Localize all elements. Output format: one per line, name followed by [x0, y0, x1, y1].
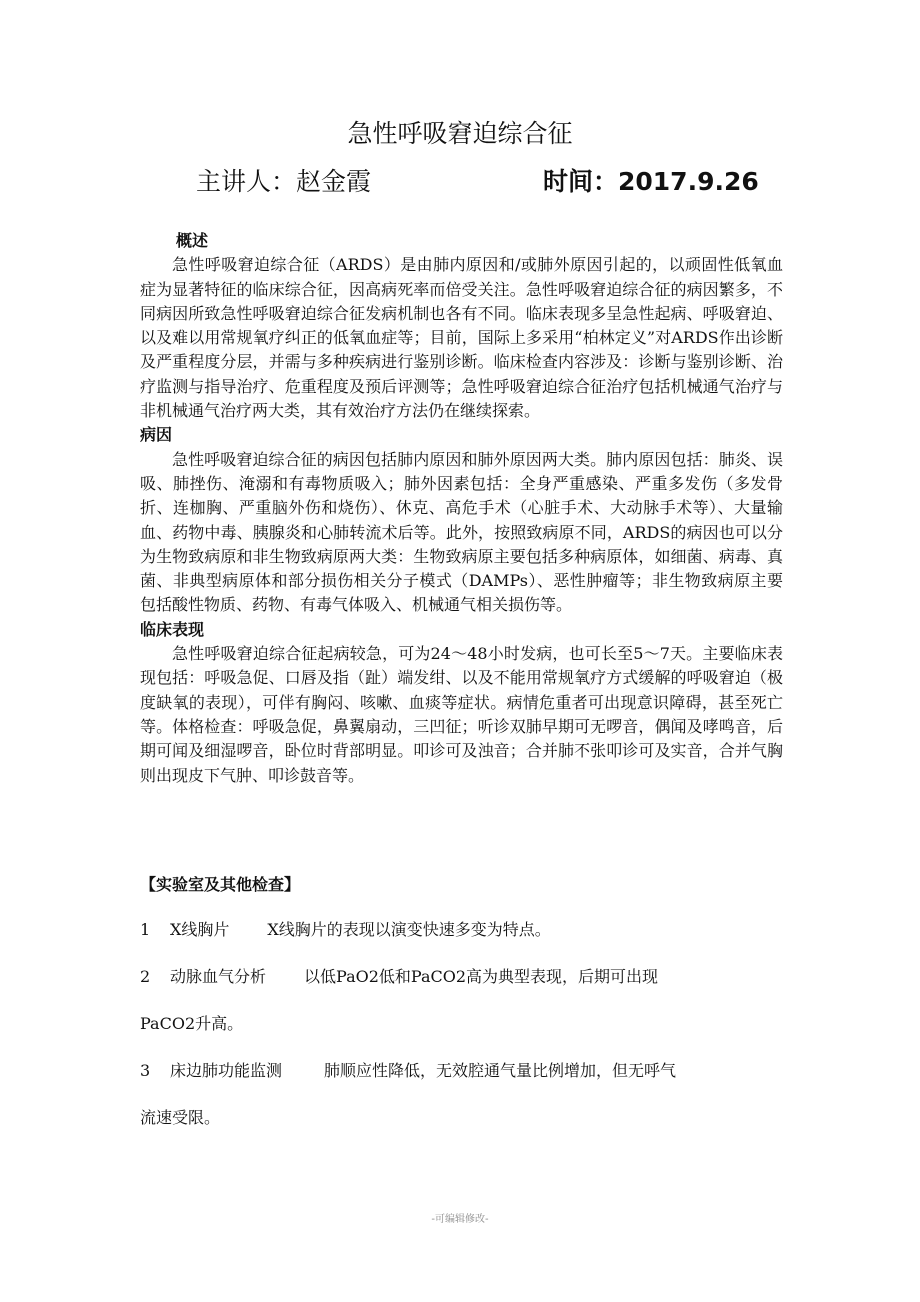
- document-title: 急性呼吸窘迫综合征: [347, 119, 573, 148]
- presenter-line: 主讲人：赵金霞: [196, 167, 372, 196]
- lab-item-description: X线胸片的表现以演变快速多变为特点。: [267, 920, 551, 939]
- section-heading-etiology: 病因: [140, 425, 173, 445]
- lab-item-name: 床边肺功能监测: [170, 1061, 283, 1080]
- date-line: 时间：2017.9.26: [543, 167, 759, 196]
- lab-item: [140, 1059, 780, 1083]
- page-footer: -可编辑修改-: [431, 1214, 489, 1225]
- lab-item-description: 以低PaO2低和PaCO2高为典型表现，后期可出现: [304, 967, 659, 986]
- lab-item-continuation: 流速受限。: [140, 1108, 221, 1127]
- section-heading-overview: 概述: [176, 231, 209, 250]
- overview-paragraph: 急性呼吸窘迫综合征（ARDS）是由肺内原因和/或肺外原因引起的，以顽固性低氧血症为显著特征的临床综合征，因高病死率而倍受关注。急性呼吸窘迫综合征的病因繁多，不同病因所致急性呼吸窘迫综合征发病机制也各有不同。临床表现多呈急性起病、呼吸窘迫、以及难以用常规氧疗纠正的低氧血症等；目前，国际上多采用“柏林定义”对ARDS作出诊断及严重程度分层，并需与多种疾病进行鉴别诊断。临床检查内容涉及：诊断与鉴别诊断、治疗监测与指导治疗、危重程度及预后评测等；急性呼吸窘迫综合征治疗包括机械通气治疗与非机械通气治疗两大类，其有效治疗方法仍在继续探索。: [140, 255, 783, 421]
- lab-item-number: 1: [140, 920, 151, 939]
- lab-item-continuation: PaCO2升高。: [140, 1014, 244, 1033]
- clinical-paragraph: 急性呼吸窘迫综合征起病较急，可为24～48小时发病，也可长至5～7天。主要临床表现包括：呼吸急促、口唇及指（趾）端发绀、以及不能用常规氧疗方式缓解的呼吸窘迫（极度缺氧的表现），可伴有胸闷、咳嗽、血痰等症状。病情危重者可出现意识障碍，甚至死亡等。体格检查：呼吸急促，鼻翼扇动，三凹征；听诊双肺早期可无啰音，偶闻及哮鸣音，后期可闻及细湿啰音，卧位时背部明显。叩诊可及浊音；合并肺不张叩诊可及实音，合并气胸则出现皮下气肿、叩诊鼓音等。: [140, 644, 783, 785]
- lab-item-description: 肺顺应性降低，无效腔通气量比例增加，但无呼气: [324, 1061, 677, 1080]
- lab-list: [140, 918, 780, 1153]
- etiology-paragraph: 急性呼吸窘迫综合征的病因包括肺内原因和肺外原因两大类。肺内原因包括：肺炎、误吸、肺挫伤、淹溺和有毒物质吸入；肺外因素包括：全身严重感染、严重多发伤（多发骨折、连枷胸、严重脑外伤和烧伤）、休克、高危手术（心脏手术、大动脉手术等）、大量输血、药物中毒、胰腺炎和心肺转流术后等。此外，按照致病原不同，ARDS的病因也可以分为生物致病原和非生物致病原两大类：生物致病原主要包括多种病原体，如细菌、病毒、真菌、非典型病原体和部分损伤相关分子模式（DAMPs）、恶性肿瘤等；非生物致病原主要包括酸性物质、药物、有毒气体吸入、机械通气相关损伤等。: [140, 449, 783, 615]
- section-heading-lab: 【实验室及其他检查】: [140, 875, 301, 894]
- lab-item: [140, 918, 780, 942]
- lab-item-name: 动脉血气分析: [170, 967, 267, 986]
- lab-item-name: X线胸片: [170, 920, 230, 939]
- section-heading-clinical: 临床表现: [140, 619, 205, 639]
- lab-item-number: 2: [140, 967, 151, 986]
- lab-item-number: 3: [140, 1061, 151, 1080]
- lab-item: [140, 965, 780, 989]
- main-body: [140, 229, 783, 788]
